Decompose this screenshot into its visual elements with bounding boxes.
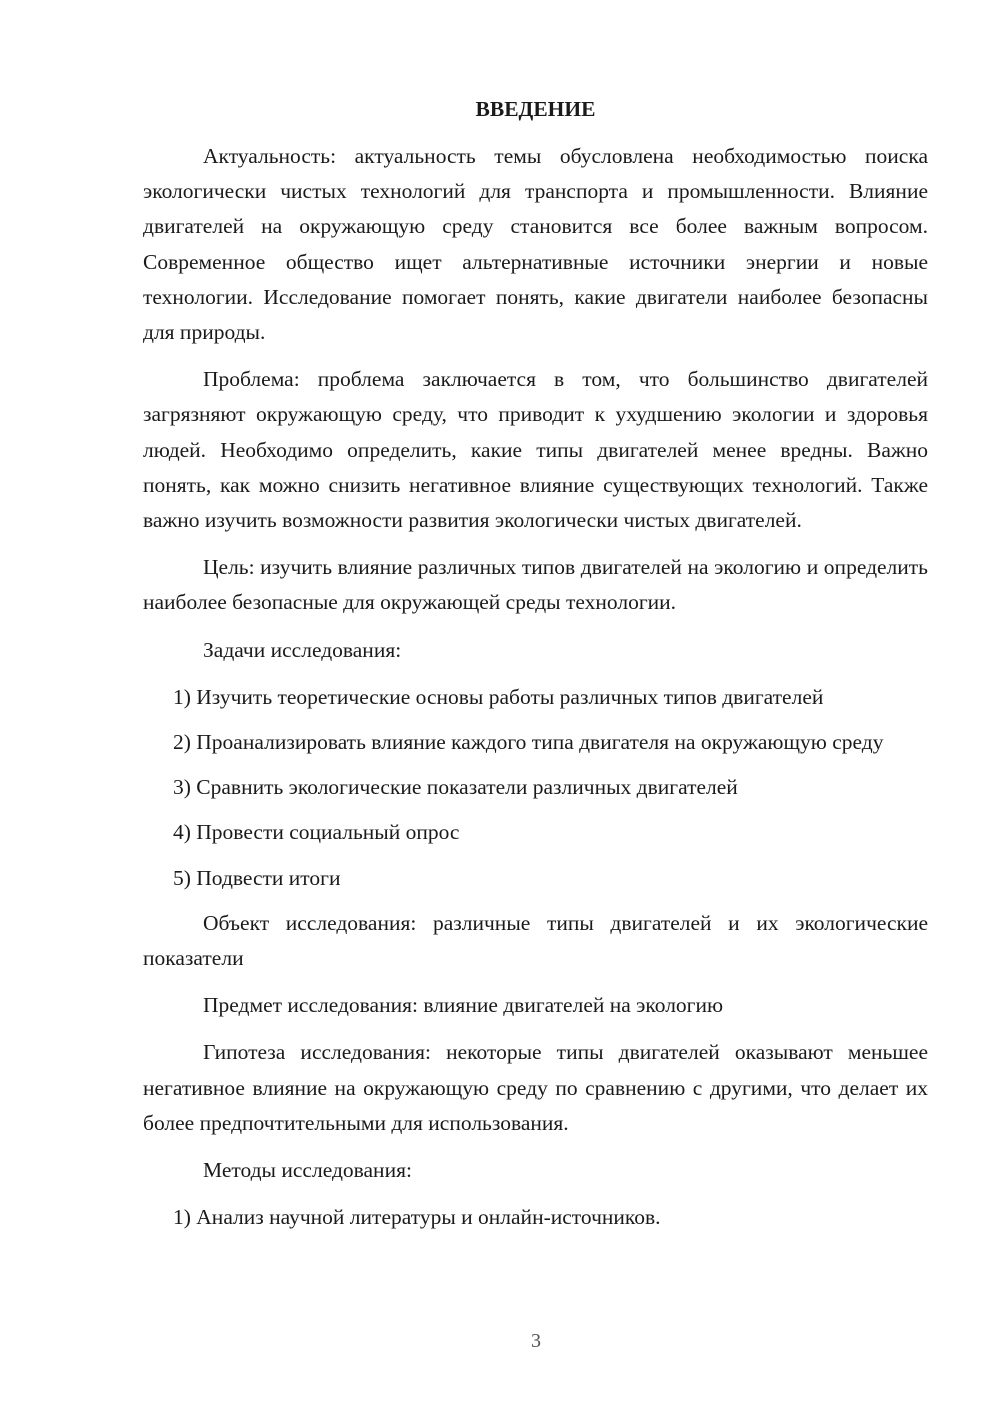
task-item-1: 1) Изучить теоретические основы работы различных типов двигателей: [173, 684, 824, 709]
task-item-2: 2) Проанализировать влияние каждого типа двигателя на окружающую среду: [173, 730, 884, 755]
section-title: ВВЕДЕНИЕ: [475, 97, 596, 121]
method-item-1: 1) Анализ научной литературы и онлайн-источников.: [173, 1205, 661, 1230]
hypothesis-paragraph: Гипотеза исследования: некоторые типы двигателей оказывают меньшее негативное влияние на окружающую среду по сравнению с другими, что делает их более предпочтительными для использования.: [143, 1040, 928, 1135]
task-item-4: 4) Провести социальный опрос: [173, 820, 460, 845]
object-paragraph: Объект исследования: различные типы двигателей и их экологические показатели: [143, 910, 928, 971]
goal-paragraph: Цель: изучить влияние различных типов двигателей на экологию и определить наиболее безопасные для окружающей среды технологии.: [143, 555, 928, 615]
methods-heading: Методы исследования:: [203, 1158, 412, 1183]
task-item-3: 3) Сравнить экологические показатели различных двигателей: [173, 775, 738, 800]
problem-paragraph: Проблема: проблема заключается в том, что большинство двигателей загрязняют окружающую среду, что приводит к ухудшению экологии и здоровья людей. Необходимо определить, какие типы двигателей менее вредны. Важно понять, как можно снизить негативное влияние существующих технологий. Также важно изучить возможности развития экологически чистых двигателей.: [143, 367, 928, 533]
page-number: 3: [531, 1330, 541, 1352]
subject-paragraph: Предмет исследования: влияние двигателей на экологию: [203, 993, 724, 1018]
document-page: [143, 92, 928, 1245]
relevance-paragraph: Актуальность: актуальность темы обусловлена необходимостью поиска экологически чистых технологий для транспорта и промышленности. Влияние двигателей на окружающую среду становится все более важным вопросом. Современное общество ищет альтернативные источники энергии и новые технологии. Исследование помогает понять, какие двигатели наиболее безопасны для природы.: [143, 144, 928, 345]
tasks-heading: Задачи исследования:: [203, 637, 402, 662]
task-item-5: 5) Подвести итоги: [173, 865, 341, 890]
